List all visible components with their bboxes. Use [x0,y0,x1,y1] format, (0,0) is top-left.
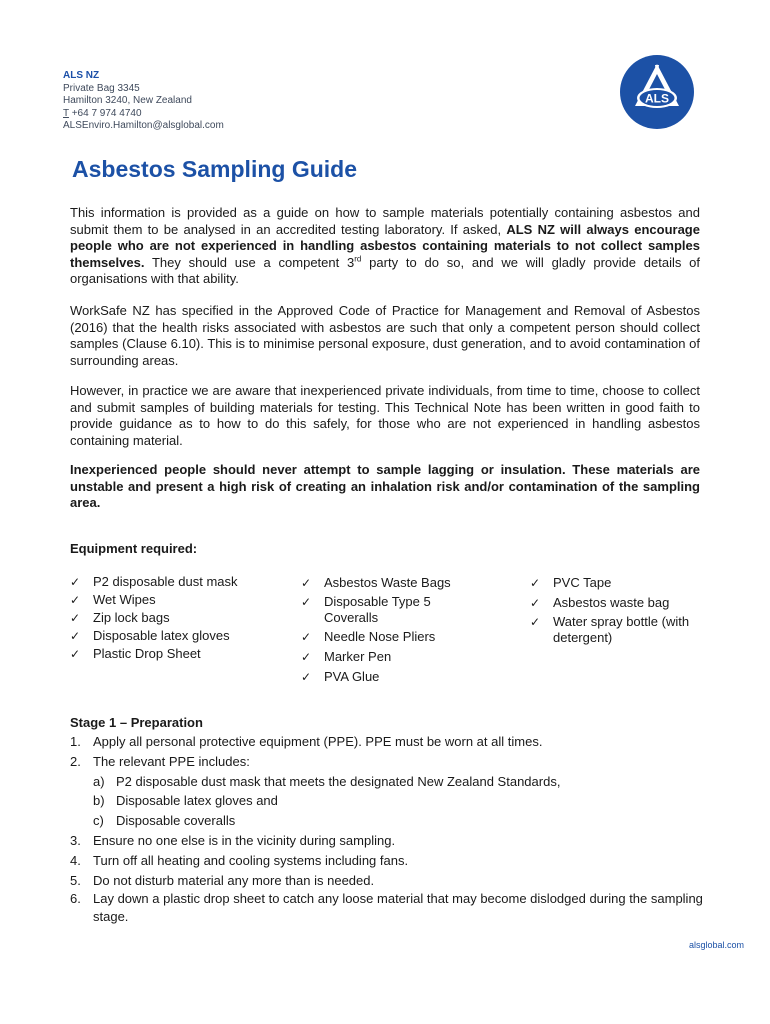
warning-paragraph: Inexperienced people should never attempt to sample lagging or insulation. These materials are unstable and present a high risk of creating an inhalation risk and/or contamination of the sampling area. [70,462,700,510]
checkmark-icon: ✓ [530,576,541,590]
step-text: Ensure no one else is in the vicinity during sampling. [93,832,396,848]
equipment-heading: Equipment required: [70,541,198,556]
list-item [70,574,255,591]
sub-text: Disposable coveralls [116,813,236,829]
ordinal-suffix: rd [354,254,362,264]
step-number: 4. [70,852,81,868]
logo-text: ALS [645,91,669,106]
company-address [63,70,224,133]
checkmark-icon: ✓ [301,595,312,609]
list-item-label: Plastic Drop Sheet [93,646,201,661]
step-number: 6. [70,891,81,907]
sub-item [93,811,710,831]
checkmark-icon: ✓ [70,647,81,661]
sub-letter: c) [93,813,104,829]
list-item [530,574,705,593]
list-item [301,628,481,647]
checkmark-icon: ✓ [70,575,81,589]
phone-number: +64 7 974 4740 [71,107,142,119]
list-item-label: Disposable Type 5 Coveralls [324,594,431,625]
company-name: ALS NZ [63,70,100,81]
list-item [70,628,255,645]
list-item [301,574,481,593]
step-number: 2. [70,753,81,769]
sub-text: P2 disposable dust mask that meets the designated New Zealand Standards, [116,773,561,789]
list-item-label: Asbestos waste bag [553,595,670,610]
checkmark-icon: ✓ [301,669,312,684]
phone-prefix: T [63,107,69,119]
step-text: Apply all personal protective equipment (PPE). PPE must be worn at all times. [93,734,543,749]
equipment-list-2 [301,574,481,688]
phone-line [63,108,224,121]
list-item [70,646,255,663]
checkmark-icon: ✓ [301,576,312,590]
list-item [301,648,481,667]
list-item [530,594,705,613]
intro-paragraph-2: WorkSafe NZ has specified in the Approved Code of Practice for Management and Removal of Asbestos (2016) that the health risks associated with asbestos are such that only a competent person should collect samples (Clause 6.10). This is to minimise personal exposure, dust generation, and to avoid contamination of surrounding areas. [70,303,700,368]
checkmark-icon: ✓ [70,593,81,607]
step-item [70,851,710,871]
step-text: Lay down a plastic drop sheet to catch any loose material that may become dislodged during the sampling stage. [93,891,703,925]
checkmark-icon: ✓ [70,611,81,625]
ppe-sublist [93,772,710,831]
checkmark-icon: ✓ [301,649,312,664]
equipment-list-3 [530,574,705,648]
address-line-1: Private Bag 3345 [63,82,140,94]
email-address[interactable]: ALSEnviro.Hamilton@alsglobal.com [63,120,224,131]
step-item [70,831,710,851]
intro-emphasis: ALS NZ will always encourage people who are not experienced in handling asbestos containing materials to not collect samples themselves. [70,221,700,270]
list-item [70,610,255,627]
step-item [70,732,710,752]
list-item-label: Asbestos Waste Bags [324,575,451,590]
step-number: 3. [70,832,81,848]
step-text: Do not disturb material any more than is needed. [93,872,375,888]
list-item [70,592,255,609]
list-item-label: Disposable latex gloves [93,628,230,643]
list-item-label: P2 disposable dust mask [93,574,238,589]
sub-item [93,791,710,811]
list-item-label: PVC Tape [553,575,612,590]
step-text: Turn off all heating and cooling systems including fans. [93,852,409,868]
sub-letter: b) [93,793,105,809]
intro-paragraph-1 [70,205,700,288]
list-item-label: Marker Pen [324,648,392,664]
checkmark-icon: ✓ [301,629,312,644]
stage-1-heading: Stage 1 – Preparation [70,715,203,730]
list-item-label: Water spray bottle (with detergent) [553,614,690,645]
list-item [301,668,481,687]
step-number: 1. [70,734,81,749]
list-item [301,594,481,626]
website-link[interactable]: alsglobal.com [688,940,744,950]
list-item-label: Wet Wipes [93,592,156,607]
step-text: The relevant PPE includes: [93,753,250,769]
checkmark-icon: ✓ [70,629,81,643]
list-item [530,614,705,646]
intro-paragraph-3: However, in practice we are aware that inexperienced private individuals, from time to time, choose to collect and submit samples of building materials for testing. This Technical Note has been written in good faith to provide guidance as to how to do this safely, for those who are not experienced in handling asbestos containing material. [70,383,700,448]
step-number: 5. [70,872,81,888]
list-item-label: Zip lock bags [93,610,170,625]
sub-letter: a) [93,773,105,789]
step-item [70,890,710,926]
checkmark-icon: ✓ [530,596,541,610]
intro-text-3: party to do so, and we will gladly provide details of organisations with that ability. [70,254,700,286]
als-logo-icon [619,54,695,130]
sub-item [93,772,710,792]
stage-1-steps [70,732,710,926]
step-item [70,871,710,891]
list-item-label: Needle Nose Pliers [324,628,436,644]
checkmark-icon: ✓ [530,615,541,629]
intro-text-2: They should use a competent 3 [144,254,355,270]
list-item-label: PVA Glue [324,668,380,684]
intro-text: This information is provided as a guide on how to sample materials potentially containing asbestos and submit them to be analysed in an accredited testing laboratory. If asked, [70,205,700,237]
address-line-2: Hamilton 3240, New Zealand [63,95,192,106]
page-title: Asbestos Sampling Guide [72,156,357,182]
sub-text: Disposable latex gloves and [116,793,278,809]
step-item [70,752,710,831]
equipment-list-1 [70,574,255,664]
